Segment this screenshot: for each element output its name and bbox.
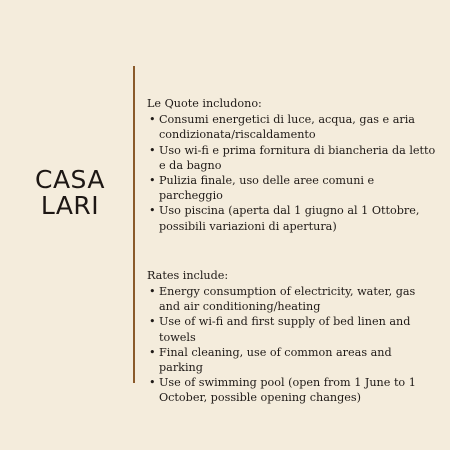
- english-rates-section: [147, 268, 437, 406]
- english-rates-list: [147, 284, 437, 406]
- list-item: • Use of swimming pool (open from 1 June to 1 October, possible opening changes): [159, 375, 437, 405]
- rates-content: [147, 96, 437, 406]
- list-item: • Uso wi-fi e prima fornitura di biancheria da letto e da bagno: [159, 143, 437, 173]
- brand-line-lari: LARI: [40, 191, 100, 220]
- english-rates-title: Rates include:: [147, 268, 229, 282]
- list-item: • Pulizia finale, uso delle aree comuni e parcheggio: [159, 173, 437, 203]
- brand-title: [22, 167, 118, 219]
- vertical-divider: [133, 66, 135, 383]
- italian-rates-title: Le Quote includono:: [147, 97, 262, 110]
- brand-line-casa: CASA: [35, 165, 105, 194]
- italian-rates-list: [147, 112, 437, 234]
- italian-rates-section: [147, 96, 437, 234]
- list-item: • Energy consumption of electricity, water, gas and air conditioning/heating: [159, 284, 437, 314]
- list-item: • Use of wi-fi and first supply of bed linen and towels: [159, 314, 437, 344]
- list-item: • Final cleaning, use of common areas and parking: [159, 345, 437, 375]
- list-item: • Uso piscina (aperta dal 1 giugno al 1 Ottobre, possibili variazioni di apertura): [159, 203, 437, 233]
- section-spacer: [147, 234, 437, 268]
- list-item: • Consumi energetici di luce, acqua, gas e aria condizionata/riscaldamento: [159, 112, 437, 142]
